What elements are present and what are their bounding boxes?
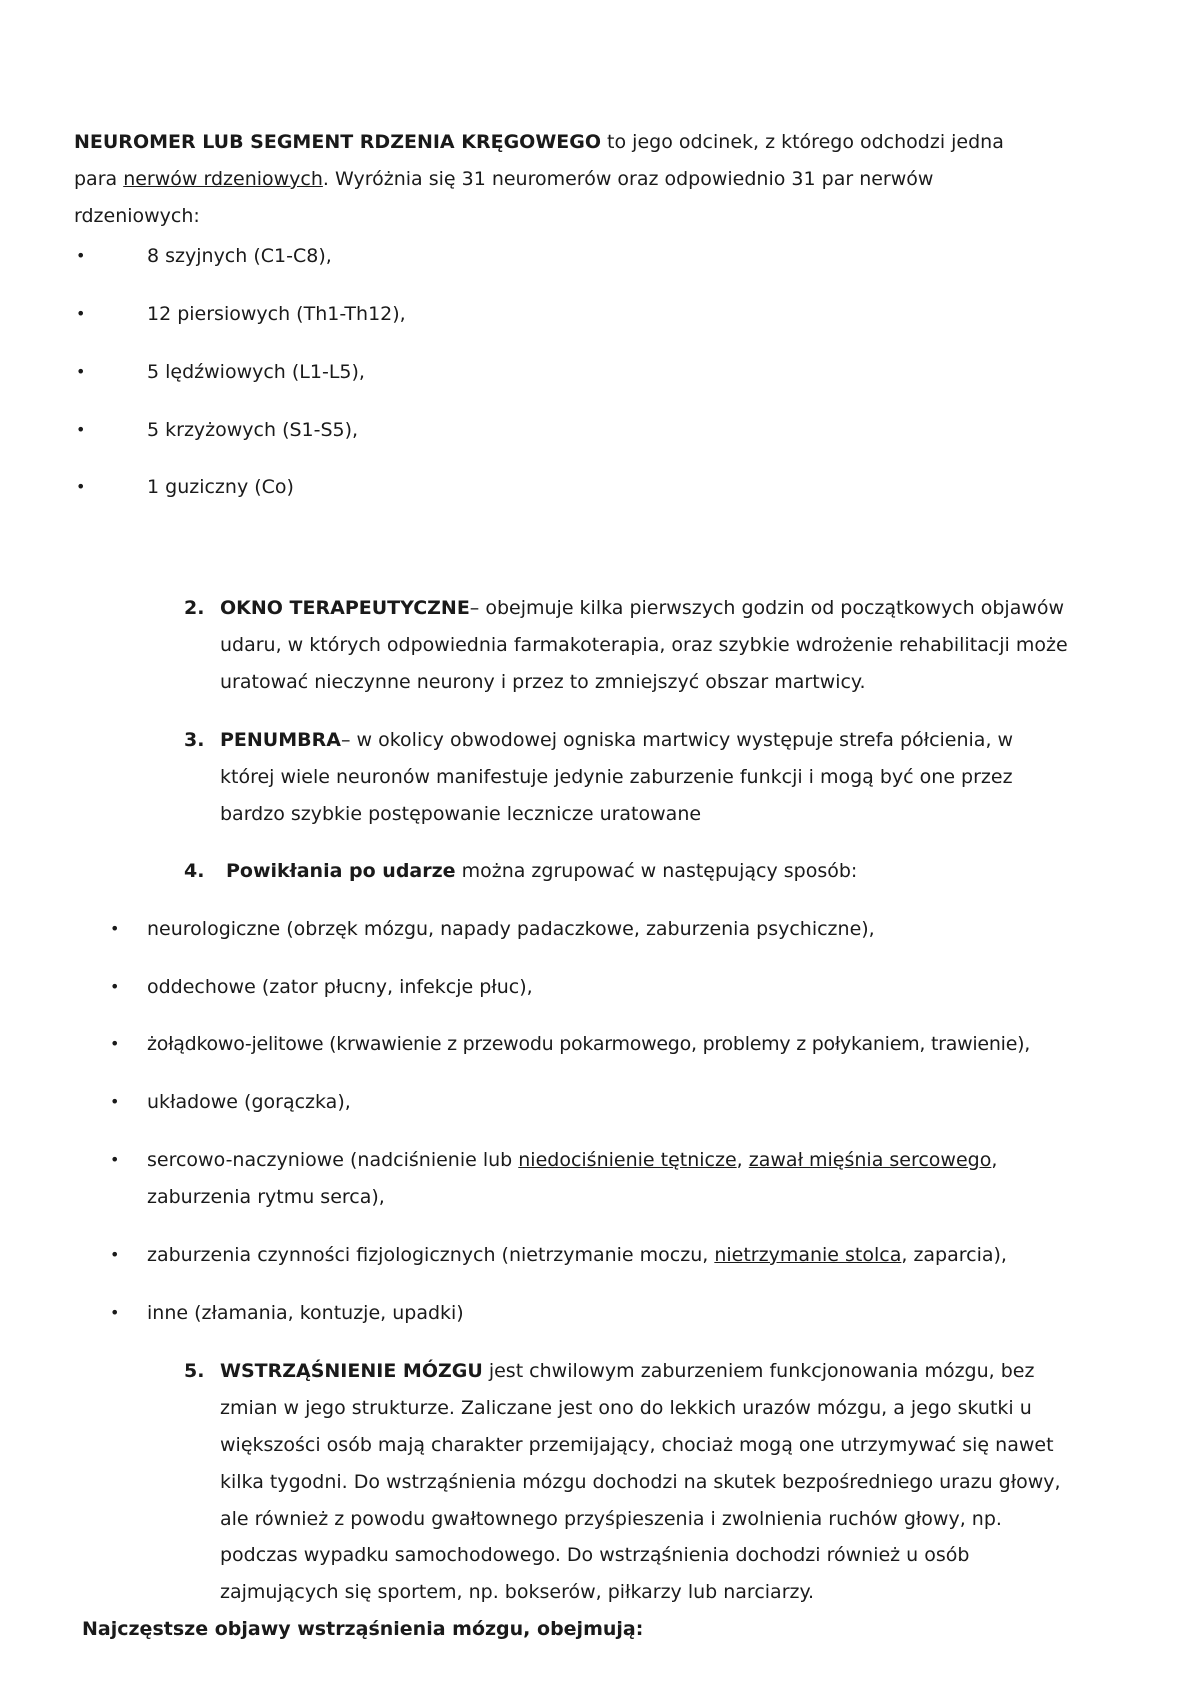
bullet-icon: •: [76, 362, 86, 381]
bullet-icon: •: [76, 246, 86, 265]
list-item-text: inne (złamania, kontuzje, upadki): [147, 1302, 464, 1324]
intro-line-2: [74, 167, 933, 191]
intro-text-2b: . Wyróżnia się 31 neuromerów oraz odpowiednio 31 par nerwów: [322, 168, 934, 190]
list-item-text: 5 krzyżowych (S1-S5),: [147, 419, 359, 441]
intro-line-3: rdzeniowych:: [74, 205, 200, 227]
list-item-text: [147, 1148, 997, 1172]
bullet-icon: •: [110, 919, 120, 938]
item5-term: WSTRZĄŚNIENIE MÓZGU: [220, 1360, 483, 1382]
item5-line-3: większości osób mają charakter przemijający, chociaż mogą one utrzymywać się nawet: [220, 1434, 1054, 1456]
c5-separator: ,: [736, 1149, 749, 1171]
item4-line-1: [226, 859, 857, 883]
bullet-icon: •: [76, 304, 86, 323]
item2-line-3: uratować nieczynne neurony i przez to zmniejszyć obszar martwicy.: [220, 671, 866, 693]
c5-text-b: ,: [991, 1149, 998, 1171]
list-item-text: 5 lędźwiowych (L1-L5),: [147, 361, 365, 383]
item-number: 3.: [184, 729, 205, 751]
item3-line-2: której wiele neuronów manifestuje jedynie zaburzenie funkcji i mogą być one przez: [220, 766, 1013, 788]
list-item-text: 12 piersiowych (Th1-Th12),: [147, 303, 406, 325]
list-item-text: 1 guziczny (Co): [147, 476, 294, 498]
item2-text-1: – obejmuje kilka pierwszych godzin od początkowych objawów: [469, 597, 1065, 619]
intro-term: NEUROMER LUB SEGMENT RDZENIA KRĘGOWEGO: [74, 131, 602, 153]
item3-term: PENUMBRA: [220, 729, 341, 751]
item5-line-2: zmian w jego strukturze. Zaliczane jest ono do lekkich urazów mózgu, a jego skutki u: [220, 1397, 1032, 1419]
list-item-text: [147, 1243, 1007, 1267]
bullet-icon: •: [110, 1245, 120, 1264]
item-number: 2.: [184, 597, 205, 619]
list-item-text: oddechowe (zator płucny, infekcje płuc),: [147, 976, 533, 998]
intro-text-1: to jego odcinek, z którego odchodzi jedna: [601, 131, 1004, 153]
item3-line-1: [220, 728, 1013, 752]
symptoms-heading: Najczęstsze objawy wstrząśnienia mózgu, obejmują:: [82, 1618, 644, 1640]
bullet-icon: •: [76, 420, 86, 439]
item5-line-4: kilka tygodni. Do wstrząśnienia mózgu dochodzi na skutek bezpośredniego urazu głowy,: [220, 1471, 1061, 1493]
niedocisnienie-link[interactable]: niedociśnienie tętnicze: [518, 1149, 737, 1171]
list-item-text: układowe (gorączka),: [147, 1091, 351, 1113]
bullet-icon: •: [110, 1150, 120, 1169]
bullet-icon: •: [110, 1034, 120, 1053]
intro-text-2a: para: [74, 168, 124, 190]
item3-text-1: – w okolicy obwodowej ogniska martwicy występuje strefa półcienia, w: [340, 729, 1014, 751]
item2-line-2: udaru, w których odpowiednia farmakoterapia, oraz szybkie wdrożenie rehabilitacji może: [220, 634, 1068, 656]
list-item-text: 8 szyjnych (C1-C8),: [147, 245, 332, 267]
bullet-icon: •: [110, 1303, 120, 1322]
item5-line-5: ale również z powodu gwałtownego przyśpieszenia i zwolnienia ruchów głowy, np.: [220, 1508, 1002, 1530]
item4-term: Powikłania po udarze: [226, 860, 456, 882]
bullet-icon: •: [76, 477, 86, 496]
c6-text-b: , zaparcia),: [901, 1244, 1007, 1266]
item-number: 5.: [184, 1360, 205, 1382]
item5-text-1: jest chwilowym zaburzeniem funkcjonowania mózgu, bez: [482, 1360, 1035, 1382]
bullet-icon: •: [110, 977, 120, 996]
item5-line-7: zajmujących się sportem, np. bokserów, piłkarzy lub narciarzy.: [220, 1581, 815, 1603]
nerwy-rdzeniowe-link[interactable]: nerwów rdzeniowych: [123, 168, 323, 190]
item3-line-3: bardzo szybkie postępowanie lecznicze uratowane: [220, 803, 702, 825]
item2-term: OKNO TERAPEUTYCZNE: [220, 597, 470, 619]
bullet-icon: •: [110, 1092, 120, 1111]
item4-text: można zgrupować w następujący sposób:: [455, 860, 858, 882]
list-item-text-cont: zaburzenia rytmu serca),: [147, 1186, 385, 1208]
c5-text-a: sercowo-naczyniowe (nadciśnienie lub: [147, 1149, 519, 1171]
item-number: 4.: [184, 860, 205, 882]
zawal-link[interactable]: zawał mięśnia sercowego: [748, 1149, 992, 1171]
list-item-text: żołądkowo-jelitowe (krwawienie z przewodu pokarmowego, problemy z połykaniem, trawienie),: [147, 1033, 1031, 1055]
list-item-text: neurologiczne (obrzęk mózgu, napady padaczkowe, zaburzenia psychiczne),: [147, 918, 875, 940]
intro-line-1: [74, 130, 1004, 154]
nietrzymanie-stolca-link[interactable]: nietrzymanie stolca: [714, 1244, 902, 1266]
item5-line-1: [220, 1359, 1034, 1383]
item5-line-6: podczas wypadku samochodowego. Do wstrząśnienia dochodzi również u osób: [220, 1544, 970, 1566]
item2-line-1: [220, 596, 1064, 620]
c6-text-a: zaburzenia czynności fizjologicznych (nietrzymanie moczu,: [147, 1244, 715, 1266]
